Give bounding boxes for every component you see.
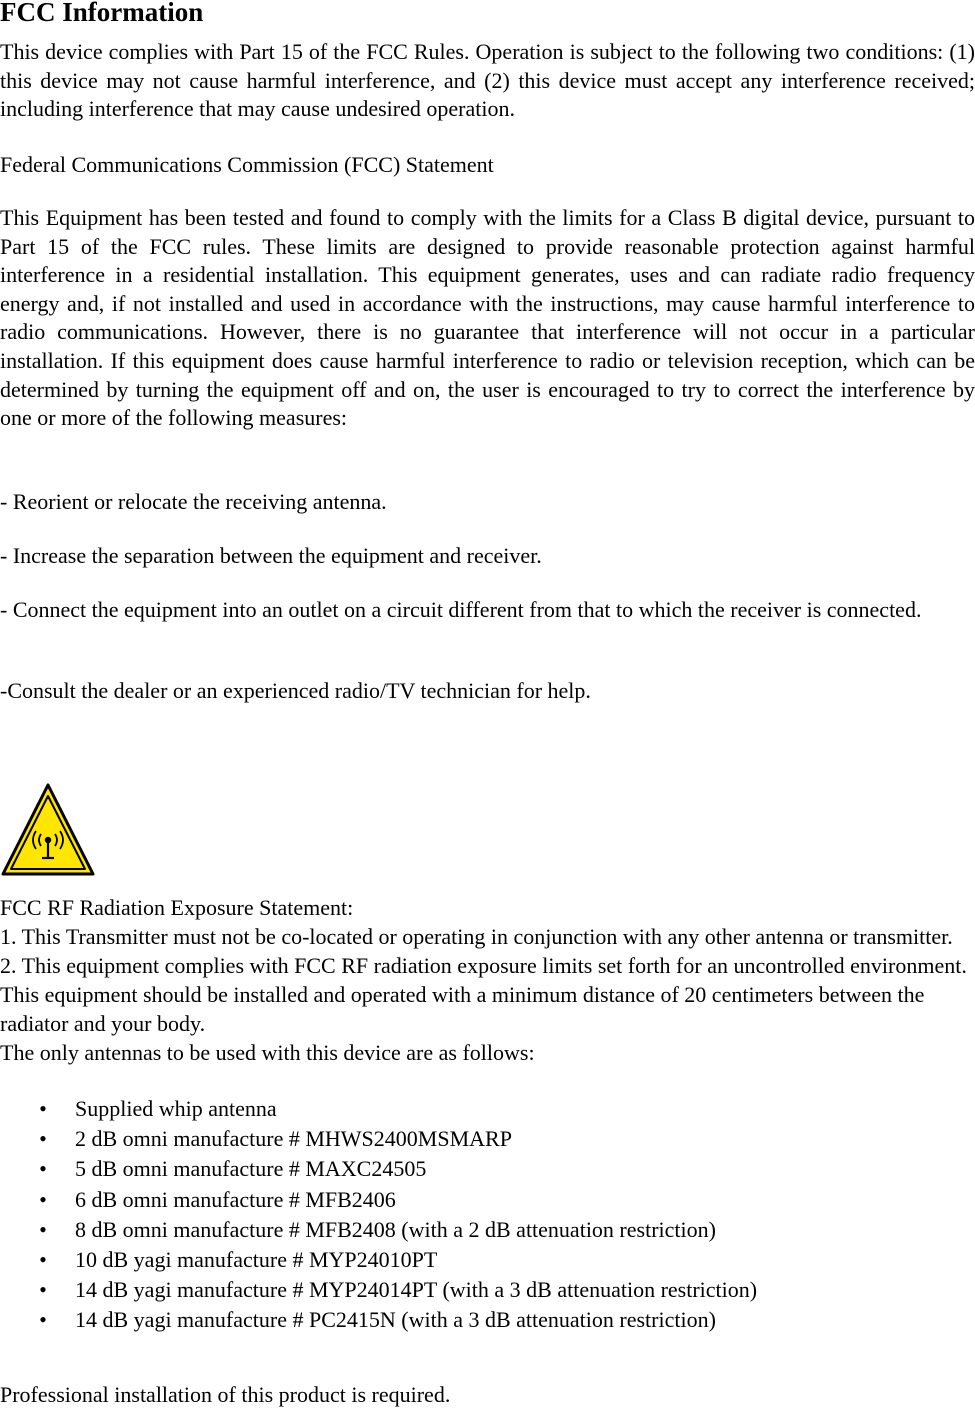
antenna-list	[0, 1094, 975, 1336]
measure-reorient: - Reorient or relocate the receiving antenna.	[0, 489, 387, 514]
bullet-icon: •	[39, 1277, 47, 1303]
bullet-icon: •	[39, 1307, 47, 1333]
measure-separation: - Increase the separation between the equipment and receiver.	[0, 543, 542, 568]
rf-heading: FCC RF Radiation Exposure Statement:	[0, 895, 354, 920]
antenna-label: Supplied whip antenna	[75, 1096, 277, 1121]
bullet-icon: •	[39, 1096, 47, 1121]
list-item	[0, 1305, 975, 1335]
list-item	[0, 1215, 975, 1245]
bullet-icon: •	[39, 1216, 47, 1242]
bullet-icon: •	[39, 1156, 47, 1182]
rf-item-exposure-limits: 2. This equipment complies with FCC RF radiation exposure limits set forth for an uncontrolled environment. This equipment should be installed and operated with a minimum distance of 20 centimeters between the radiator and your body.	[0, 953, 967, 1036]
antenna-label: 10 dB yagi manufacture # MYP24010PT	[75, 1246, 438, 1272]
list-item	[0, 1094, 975, 1124]
fcc-statement-heading: Federal Communications Commission (FCC) Statement	[0, 152, 494, 177]
bullet-icon: •	[39, 1126, 47, 1152]
antennas-intro: The only antennas to be used with this device are as follows:	[0, 1040, 535, 1065]
list-item	[0, 1245, 975, 1275]
list-item	[0, 1185, 975, 1215]
rf-exposure-section	[0, 893, 975, 1067]
professional-installation-note: Professional installation of this product is required.	[0, 1382, 451, 1407]
equipment-paragraph: This Equipment has been tested and found to comply with the limits for a Class B digital device, pursuant to Part 15 of the FCC rules. These limits are designed to provide reasonable protection against harmful interference in a residential installation. This equipment generates, uses and can radiate radio frequency energy and, if not installed and used in accordance with the instructions, may cause harmful interference to radio communications. However, there is no guarantee that interference will not occur in a particular installation. If this equipment does cause harmful interference to radio or television reception, which can be determined by turning the equipment off and on, the user is encouraged to try to correct the interference by one or more of the following measures:	[0, 205, 975, 431]
rf-radiation-warning-icon	[0, 782, 96, 878]
list-item	[0, 1275, 975, 1305]
antenna-label: 14 dB yagi manufacture # MYP24014PT (with a 3 dB attenuation restriction)	[75, 1277, 758, 1303]
antenna-label: 8 dB omni manufacture # MFB2408 (with a 2 dB attenuation restriction)	[75, 1216, 716, 1242]
measure-outlet: - Connect the equipment into an outlet on a circuit different from that to which the receiver is connected.	[0, 597, 922, 622]
antenna-label: 14 dB yagi manufacture # PC2415N (with a 3 dB attenuation restriction)	[75, 1307, 716, 1333]
measure-consult: -Consult the dealer or an experienced radio/TV technician for help.	[0, 678, 591, 703]
antenna-label: 6 dB omni manufacture # MFB2406	[75, 1186, 396, 1212]
bullet-icon: •	[39, 1246, 47, 1272]
bullet-icon: •	[39, 1186, 47, 1212]
list-item	[0, 1154, 975, 1184]
rf-item-colocation: 1. This Transmitter must not be co-located or operating in conjunction with any other antenna or transmitter.	[0, 924, 953, 949]
compliance-paragraph: This device complies with Part 15 of the FCC Rules. Operation is subject to the following two conditions: (1) this device may not cause harmful interference, and (2) this device must accept any interference received; including interference that may cause undesired operation.	[0, 39, 975, 122]
antenna-label: 2 dB omni manufacture # MHWS2400MSMARP	[75, 1126, 512, 1152]
page-title: FCC Information	[0, 0, 204, 27]
antenna-label: 5 dB omni manufacture # MAXC24505	[75, 1156, 427, 1182]
list-item	[0, 1124, 975, 1154]
